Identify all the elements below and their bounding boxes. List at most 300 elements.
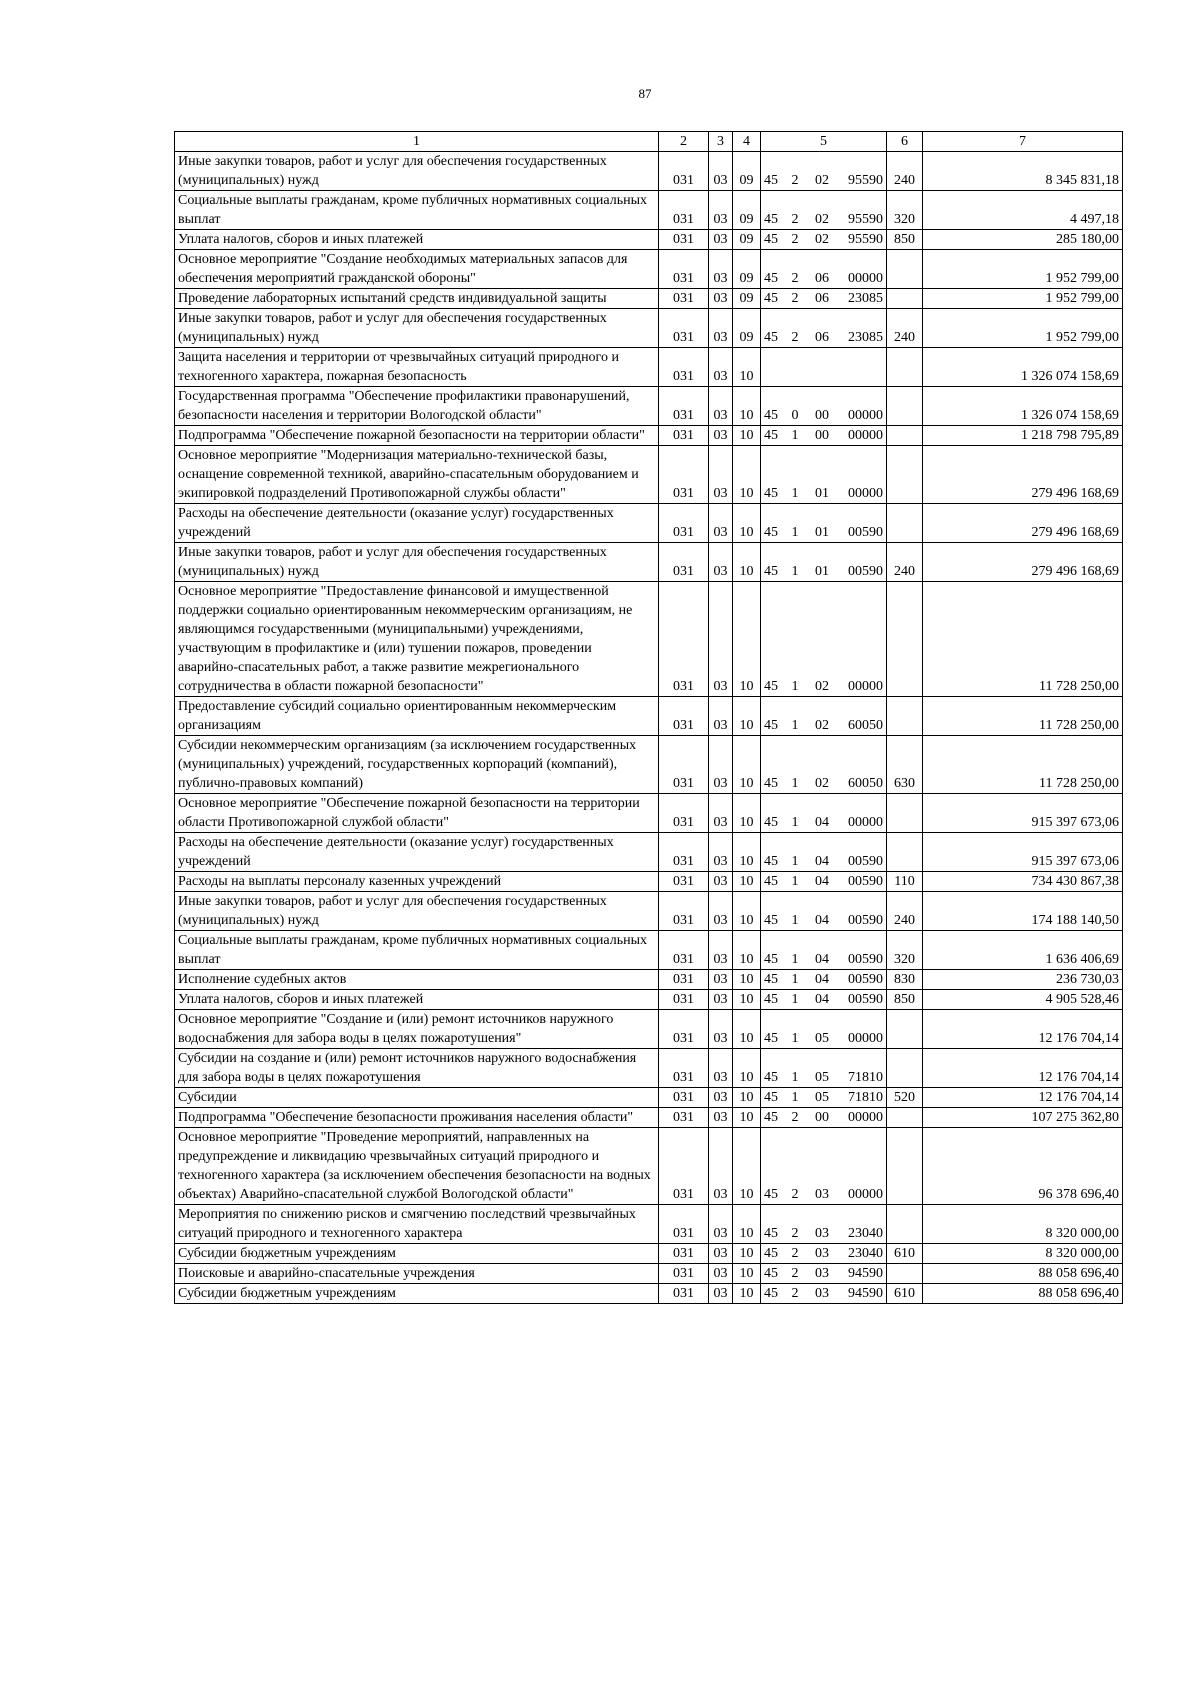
row-expense-type-cell: 320 <box>887 191 923 230</box>
table-row <box>175 1108 1123 1128</box>
table-header <box>175 132 1123 152</box>
table-row <box>175 289 1123 309</box>
target-article-part: 02 <box>815 173 829 188</box>
row-name-cell: Основное мероприятие "Создание необходимых материальных запасов для обеспечения мероприятий гражданской обороны" <box>175 250 659 289</box>
row-code-ministry-cell: 031 <box>659 348 709 387</box>
target-article-part: 2 <box>791 1187 799 1202</box>
table-row <box>175 1284 1123 1304</box>
target-article-code <box>764 970 883 989</box>
row-name-cell: Расходы на обеспечение деятельности (оказание услуг) государственных учреждений <box>175 833 659 872</box>
row-code-ministry-cell: 031 <box>659 892 709 931</box>
row-code-ministry-cell: 031 <box>659 250 709 289</box>
row-amount-cell: 1 952 799,00 <box>923 250 1123 289</box>
target-article-part: 02 <box>815 679 829 694</box>
table-row <box>175 990 1123 1010</box>
target-article-part: 23085 <box>848 330 883 345</box>
row-name-cell: Основное мероприятие "Модернизация материально-технической базы, оснащение современной техникой, аварийно-спасательным оборудованием и экипировкой подразделений Противопожарной службы области" <box>175 446 659 504</box>
table-row <box>175 504 1123 543</box>
target-article-part: 00000 <box>848 679 883 694</box>
table-row <box>175 1128 1123 1205</box>
table-row <box>175 230 1123 250</box>
target-article-code <box>764 523 883 542</box>
row-code-subsection-cell: 10 <box>733 1128 761 1205</box>
row-code-subsection-cell: 10 <box>733 697 761 736</box>
target-article-part: 71810 <box>848 1070 883 1085</box>
row-target-article-cell <box>761 1244 887 1264</box>
row-target-article-cell <box>761 582 887 697</box>
target-article-part: 02 <box>815 232 829 247</box>
target-article-part: 02 <box>815 212 829 227</box>
target-article-part: 05 <box>815 1070 829 1085</box>
target-article-part: 02 <box>815 718 829 733</box>
target-article-part: 45 <box>764 428 778 443</box>
target-article-part: 1 <box>791 952 799 967</box>
row-code-section-cell: 03 <box>709 794 733 833</box>
row-target-article-cell <box>761 309 887 348</box>
row-expense-type-cell: 240 <box>887 309 923 348</box>
row-name-cell: Субсидии бюджетным учреждениям <box>175 1244 659 1264</box>
target-article-part: 95590 <box>848 173 883 188</box>
row-code-section-cell: 03 <box>709 697 733 736</box>
row-target-article-cell <box>761 446 887 504</box>
table-row <box>175 892 1123 931</box>
row-expense-type-cell <box>887 1264 923 1284</box>
row-amount-cell: 1 326 074 158,69 <box>923 387 1123 426</box>
row-code-section-cell: 03 <box>709 1284 733 1304</box>
row-code-section-cell: 03 <box>709 931 733 970</box>
row-expense-type-cell: 520 <box>887 1088 923 1108</box>
target-article-part: 00000 <box>848 1031 883 1046</box>
row-name-cell: Субсидии на создание и (или) ремонт источников наружного водоснабжения для забора воды в целях пожаротушения <box>175 1049 659 1088</box>
row-expense-type-cell <box>887 582 923 697</box>
target-article-code <box>764 1264 883 1283</box>
target-article-part: 03 <box>815 1246 829 1261</box>
target-article-part: 05 <box>815 1090 829 1105</box>
row-code-subsection-cell: 10 <box>733 736 761 794</box>
row-code-ministry-cell: 031 <box>659 794 709 833</box>
row-target-article-cell <box>761 697 887 736</box>
table-row <box>175 794 1123 833</box>
page-number: 87 <box>638 86 652 101</box>
row-name-cell: Предоставление субсидий социально ориентированным некоммерческим организациям <box>175 697 659 736</box>
row-target-article-cell <box>761 348 887 387</box>
target-article-part: 45 <box>764 972 778 987</box>
target-article-part: 2 <box>791 1266 799 1281</box>
row-expense-type-cell <box>887 794 923 833</box>
target-article-part: 00000 <box>848 271 883 286</box>
target-article-part: 00590 <box>848 913 883 928</box>
target-article-part: 1 <box>791 525 799 540</box>
row-amount-cell: 96 378 696,40 <box>923 1128 1123 1205</box>
target-article-part: 45 <box>764 408 778 423</box>
target-article-code <box>764 1068 883 1087</box>
row-code-ministry-cell: 031 <box>659 1088 709 1108</box>
target-article-part: 2 <box>791 212 799 227</box>
target-article-part: 00 <box>815 428 829 443</box>
target-article-part: 00590 <box>848 972 883 987</box>
target-article-code <box>764 813 883 832</box>
row-target-article-cell <box>761 990 887 1010</box>
target-article-part: 45 <box>764 1031 778 1046</box>
row-code-subsection-cell: 10 <box>733 387 761 426</box>
row-amount-cell: 279 496 168,69 <box>923 504 1123 543</box>
row-target-article-cell <box>761 1049 887 1088</box>
row-amount-cell: 12 176 704,14 <box>923 1049 1123 1088</box>
target-article-code <box>764 1224 883 1243</box>
row-code-section-cell: 03 <box>709 970 733 990</box>
row-code-section-cell: 03 <box>709 1128 733 1205</box>
row-expense-type-cell: 240 <box>887 892 923 931</box>
header-col-7: 7 <box>923 132 1123 152</box>
row-amount-cell: 11 728 250,00 <box>923 582 1123 697</box>
row-amount-cell: 279 496 168,69 <box>923 446 1123 504</box>
target-article-part: 1 <box>791 564 799 579</box>
target-article-code <box>764 484 883 503</box>
row-target-article-cell <box>761 230 887 250</box>
row-code-ministry-cell: 031 <box>659 387 709 426</box>
table-row <box>175 1049 1123 1088</box>
table-row <box>175 309 1123 348</box>
target-article-part: 71810 <box>848 1090 883 1105</box>
target-article-part: 03 <box>815 1187 829 1202</box>
target-article-part: 06 <box>815 271 829 286</box>
header-row <box>175 132 1123 152</box>
target-article-code <box>764 1088 883 1107</box>
row-code-subsection-cell: 10 <box>733 990 761 1010</box>
row-target-article-cell <box>761 736 887 794</box>
row-code-ministry-cell: 031 <box>659 1244 709 1264</box>
row-amount-cell: 8 345 831,18 <box>923 152 1123 191</box>
row-amount-cell: 4 905 528,46 <box>923 990 1123 1010</box>
header-col-5: 5 <box>761 132 887 152</box>
target-article-code <box>764 872 883 891</box>
row-code-subsection-cell: 10 <box>733 931 761 970</box>
row-code-section-cell: 03 <box>709 1010 733 1049</box>
row-code-ministry-cell: 031 <box>659 1205 709 1244</box>
row-code-subsection-cell: 10 <box>733 892 761 931</box>
row-amount-cell: 174 188 140,50 <box>923 892 1123 931</box>
row-code-subsection-cell: 10 <box>733 504 761 543</box>
row-code-ministry-cell: 031 <box>659 1108 709 1128</box>
row-expense-type-cell <box>887 1108 923 1128</box>
row-code-subsection-cell: 09 <box>733 152 761 191</box>
row-name-cell: Защита населения и территории от чрезвычайных ситуаций природного и техногенного характера, пожарная безопасность <box>175 348 659 387</box>
row-name-cell: Субсидии некоммерческим организациям (за исключением государственных (муниципальных) учреждений, государственных корпораций (компаний), публично-правовых компаний) <box>175 736 659 794</box>
table-row <box>175 1264 1123 1284</box>
row-name-cell: Иные закупки товаров, работ и услуг для обеспечения государственных (муниципальных) нужд <box>175 543 659 582</box>
row-target-article-cell <box>761 794 887 833</box>
target-article-part: 45 <box>764 1070 778 1085</box>
row-name-cell: Исполнение судебных актов <box>175 970 659 990</box>
target-article-part: 45 <box>764 679 778 694</box>
row-expense-type-cell <box>887 348 923 387</box>
target-article-part: 02 <box>815 776 829 791</box>
table-row <box>175 446 1123 504</box>
target-article-part: 2 <box>791 1246 799 1261</box>
header-col-4: 4 <box>733 132 761 152</box>
row-expense-type-cell <box>887 1010 923 1049</box>
row-target-article-cell <box>761 1088 887 1108</box>
row-code-section-cell: 03 <box>709 582 733 697</box>
target-article-part: 45 <box>764 776 778 791</box>
target-article-code <box>764 677 883 696</box>
table-row <box>175 543 1123 582</box>
row-name-cell: Государственная программа "Обеспечение профилактики правонарушений, безопасности населения и территории Вологодской области" <box>175 387 659 426</box>
row-code-ministry-cell: 031 <box>659 736 709 794</box>
row-amount-cell: 1 952 799,00 <box>923 289 1123 309</box>
target-article-part: 95590 <box>848 232 883 247</box>
target-article-part: 45 <box>764 718 778 733</box>
row-expense-type-cell <box>887 1205 923 1244</box>
target-article-part: 2 <box>791 1226 799 1241</box>
target-article-part: 45 <box>764 1187 778 1202</box>
target-article-part: 45 <box>764 1090 778 1105</box>
row-code-ministry-cell: 031 <box>659 1010 709 1049</box>
row-name-cell: Социальные выплаты гражданам, кроме публичных нормативных социальных выплат <box>175 191 659 230</box>
header-col-3: 3 <box>709 132 733 152</box>
target-article-part: 2 <box>791 1110 799 1125</box>
target-article-part: 00000 <box>848 815 883 830</box>
target-article-code <box>764 1244 883 1263</box>
row-code-section-cell: 03 <box>709 309 733 348</box>
header-col-6: 6 <box>887 132 923 152</box>
target-article-part: 23040 <box>848 1246 883 1261</box>
row-code-subsection-cell: 09 <box>733 289 761 309</box>
target-article-part: 1 <box>791 679 799 694</box>
target-article-part: 04 <box>815 815 829 830</box>
target-article-part: 00590 <box>848 525 883 540</box>
row-code-subsection-cell: 10 <box>733 872 761 892</box>
row-code-section-cell: 03 <box>709 152 733 191</box>
target-article-part: 45 <box>764 854 778 869</box>
target-article-code <box>764 230 883 249</box>
row-code-section-cell: 03 <box>709 446 733 504</box>
target-article-part: 00590 <box>848 854 883 869</box>
target-article-part: 06 <box>815 291 829 306</box>
target-article-part: 00 <box>815 1110 829 1125</box>
target-article-code <box>764 852 883 871</box>
row-name-cell: Уплата налогов, сборов и иных платежей <box>175 990 659 1010</box>
row-code-ministry-cell: 031 <box>659 504 709 543</box>
row-amount-cell: 236 730,03 <box>923 970 1123 990</box>
target-article-part: 1 <box>791 486 799 501</box>
target-article-part: 45 <box>764 952 778 967</box>
row-target-article-cell <box>761 152 887 191</box>
target-article-part: 95590 <box>848 212 883 227</box>
target-article-part: 45 <box>764 271 778 286</box>
target-article-code <box>764 1108 883 1127</box>
target-article-part: 03 <box>815 1226 829 1241</box>
row-expense-type-cell <box>887 446 923 504</box>
target-article-part: 45 <box>764 486 778 501</box>
row-target-article-cell <box>761 1128 887 1205</box>
target-article-part: 45 <box>764 232 778 247</box>
row-code-subsection-cell: 10 <box>733 543 761 582</box>
row-code-section-cell: 03 <box>709 990 733 1010</box>
row-amount-cell: 1 952 799,00 <box>923 309 1123 348</box>
budget-table <box>174 131 1123 1304</box>
target-article-part: 23040 <box>848 1226 883 1241</box>
target-article-part: 00000 <box>848 1110 883 1125</box>
target-article-part: 45 <box>764 1246 778 1261</box>
table-row <box>175 1010 1123 1049</box>
target-article-part: 00000 <box>848 1187 883 1202</box>
row-code-subsection-cell: 10 <box>733 1284 761 1304</box>
row-expense-type-cell <box>887 697 923 736</box>
row-target-article-cell <box>761 250 887 289</box>
target-article-part: 00000 <box>848 428 883 443</box>
target-article-part: 00590 <box>848 564 883 579</box>
target-article-part: 04 <box>815 992 829 1007</box>
target-article-part: 00590 <box>848 874 883 889</box>
row-expense-type-cell <box>887 1128 923 1205</box>
row-expense-type-cell <box>887 250 923 289</box>
target-article-part: 00000 <box>848 408 883 423</box>
row-name-cell: Расходы на выплаты персоналу казенных учреждений <box>175 872 659 892</box>
target-article-code <box>764 774 883 793</box>
table-row <box>175 931 1123 970</box>
table-row <box>175 1244 1123 1264</box>
target-article-code <box>764 210 883 229</box>
row-expense-type-cell: 110 <box>887 872 923 892</box>
row-target-article-cell <box>761 191 887 230</box>
target-article-part: 04 <box>815 913 829 928</box>
row-target-article-cell <box>761 1108 887 1128</box>
row-code-ministry-cell: 031 <box>659 697 709 736</box>
target-article-code <box>764 911 883 930</box>
row-code-ministry-cell: 031 <box>659 872 709 892</box>
table-row <box>175 736 1123 794</box>
row-name-cell: Иные закупки товаров, работ и услуг для обеспечения государственных (муниципальных) нужд <box>175 152 659 191</box>
target-article-part: 00 <box>815 408 829 423</box>
target-article-part: 00590 <box>848 952 883 967</box>
row-code-ministry-cell: 031 <box>659 152 709 191</box>
row-code-subsection-cell: 10 <box>733 970 761 990</box>
target-article-code <box>764 1284 883 1303</box>
target-article-part: 45 <box>764 525 778 540</box>
row-code-section-cell: 03 <box>709 191 733 230</box>
target-article-part: 1 <box>791 1090 799 1105</box>
row-amount-cell: 11 728 250,00 <box>923 736 1123 794</box>
row-code-subsection-cell: 09 <box>733 191 761 230</box>
row-target-article-cell <box>761 1264 887 1284</box>
row-amount-cell: 915 397 673,06 <box>923 794 1123 833</box>
target-article-part: 45 <box>764 291 778 306</box>
row-code-subsection-cell: 10 <box>733 794 761 833</box>
target-article-part: 2 <box>791 330 799 345</box>
row-target-article-cell <box>761 1205 887 1244</box>
row-code-section-cell: 03 <box>709 504 733 543</box>
row-target-article-cell <box>761 387 887 426</box>
target-article-code <box>764 269 883 288</box>
target-article-code <box>764 950 883 969</box>
row-target-article-cell <box>761 931 887 970</box>
row-code-section-cell: 03 <box>709 1244 733 1264</box>
row-code-subsection-cell: 09 <box>733 309 761 348</box>
row-code-subsection-cell: 10 <box>733 1264 761 1284</box>
row-code-ministry-cell: 031 <box>659 309 709 348</box>
target-article-part: 1 <box>791 972 799 987</box>
target-article-part: 04 <box>815 972 829 987</box>
target-article-part: 2 <box>791 173 799 188</box>
row-amount-cell: 88 058 696,40 <box>923 1284 1123 1304</box>
row-name-cell: Иные закупки товаров, работ и услуг для обеспечения государственных (муниципальных) нужд <box>175 892 659 931</box>
row-target-article-cell <box>761 1010 887 1049</box>
target-article-part: 60050 <box>848 718 883 733</box>
row-name-cell: Подпрограмма "Обеспечение пожарной безопасности на территории области" <box>175 426 659 446</box>
row-amount-cell: 4 497,18 <box>923 191 1123 230</box>
row-code-subsection-cell: 10 <box>733 426 761 446</box>
row-expense-type-cell: 610 <box>887 1284 923 1304</box>
row-name-cell: Проведение лабораторных испытаний средств индивидуальной защиты <box>175 289 659 309</box>
row-amount-cell: 1 636 406,69 <box>923 931 1123 970</box>
target-article-part: 1 <box>791 1070 799 1085</box>
row-code-section-cell: 03 <box>709 387 733 426</box>
target-article-part: 00000 <box>848 486 883 501</box>
target-article-part: 1 <box>791 776 799 791</box>
row-code-section-cell: 03 <box>709 1205 733 1244</box>
row-code-ministry-cell: 031 <box>659 1049 709 1088</box>
target-article-part: 2 <box>791 271 799 286</box>
header-col-2: 2 <box>659 132 709 152</box>
target-article-part: 04 <box>815 874 829 889</box>
target-article-part: 00590 <box>848 992 883 1007</box>
table-row <box>175 833 1123 872</box>
row-amount-cell: 734 430 867,38 <box>923 872 1123 892</box>
table-row <box>175 1205 1123 1244</box>
target-article-part: 45 <box>764 564 778 579</box>
row-code-section-cell: 03 <box>709 426 733 446</box>
row-code-subsection-cell: 10 <box>733 1010 761 1049</box>
row-target-article-cell <box>761 970 887 990</box>
target-article-part: 45 <box>764 330 778 345</box>
target-article-part: 45 <box>764 1110 778 1125</box>
target-article-part: 01 <box>815 564 829 579</box>
row-name-cell: Основное мероприятие "Проведение мероприятий, направленных на предупреждение и ликвидацию чрезвычайных ситуаций природного и техногенного характера (за исключением обеспечения безопасности на водных объектах) Аварийно-спасательной службой Вологодской области" <box>175 1128 659 1205</box>
row-expense-type-cell <box>887 426 923 446</box>
row-target-article-cell <box>761 872 887 892</box>
table-row <box>175 1088 1123 1108</box>
row-target-article-cell <box>761 504 887 543</box>
row-code-ministry-cell: 031 <box>659 446 709 504</box>
row-expense-type-cell <box>887 504 923 543</box>
row-expense-type-cell: 320 <box>887 931 923 970</box>
row-expense-type-cell: 610 <box>887 1244 923 1264</box>
target-article-code <box>764 426 883 445</box>
target-article-code <box>764 716 883 735</box>
row-expense-type-cell: 240 <box>887 152 923 191</box>
row-code-ministry-cell: 031 <box>659 543 709 582</box>
target-article-part: 45 <box>764 1286 778 1301</box>
row-name-cell: Подпрограмма "Обеспечение безопасности проживания населения области" <box>175 1108 659 1128</box>
target-article-part: 1 <box>791 874 799 889</box>
row-code-ministry-cell: 031 <box>659 970 709 990</box>
row-expense-type-cell: 850 <box>887 990 923 1010</box>
row-amount-cell: 12 176 704,14 <box>923 1088 1123 1108</box>
row-name-cell: Социальные выплаты гражданам, кроме публичных нормативных социальных выплат <box>175 931 659 970</box>
target-article-part: 45 <box>764 212 778 227</box>
target-article-part: 94590 <box>848 1266 883 1281</box>
target-article-code <box>764 562 883 581</box>
row-code-subsection-cell: 09 <box>733 250 761 289</box>
target-article-part: 45 <box>764 913 778 928</box>
row-code-subsection-cell: 10 <box>733 1049 761 1088</box>
row-code-subsection-cell: 10 <box>733 833 761 872</box>
row-code-ministry-cell: 031 <box>659 833 709 872</box>
header-col-1: 1 <box>175 132 659 152</box>
row-code-section-cell: 03 <box>709 543 733 582</box>
target-article-code <box>764 406 883 425</box>
